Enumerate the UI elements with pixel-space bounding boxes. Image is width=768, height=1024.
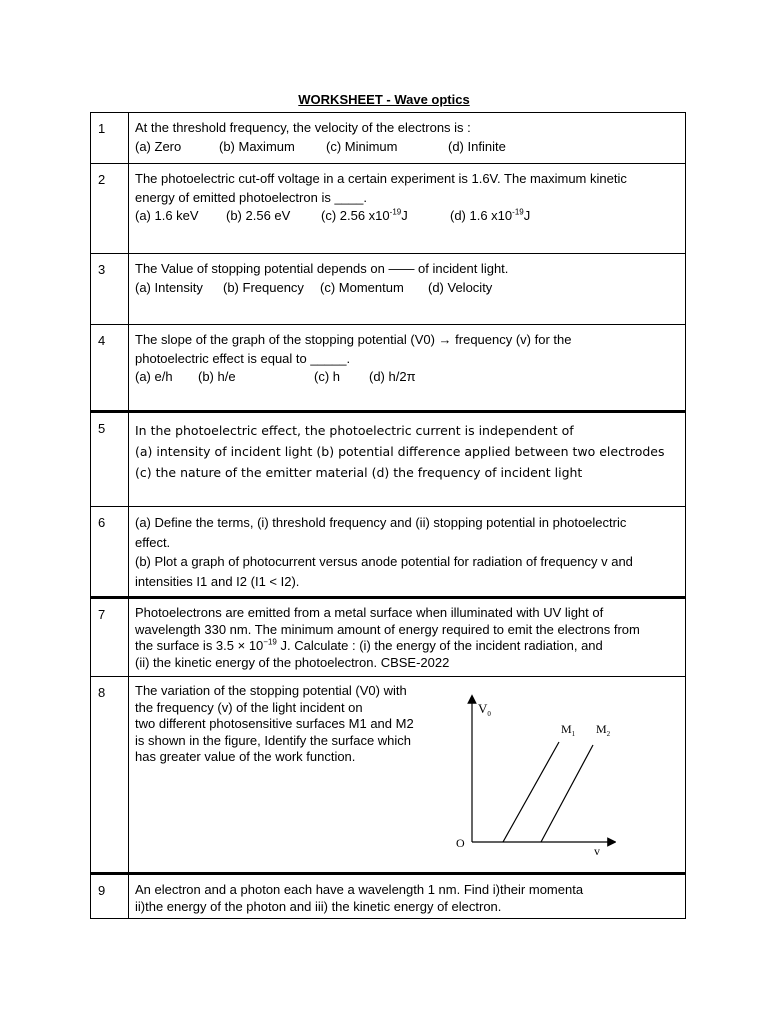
worksheet-title: WORKSHEET - Wave optics — [298, 92, 470, 107]
question-row-9 — [90, 873, 686, 919]
question-text-line: two different photosensitive surfaces M1 and M2 — [135, 716, 414, 731]
question-text-line: In the photoelectric effect, the photoelectric current is independent of — [135, 423, 574, 438]
option-d: (d) h/2π — [369, 369, 416, 384]
option-a: (a) Intensity — [135, 279, 203, 295]
option-a: (a) 1.6 keV — [135, 208, 199, 223]
line-m1-label: $M_1$ — [561, 722, 576, 738]
question-text-line: ii)the energy of the photon and iii) the kinetic energy of electron. — [135, 898, 502, 914]
option-a: (a) e/h — [135, 369, 173, 384]
question-row-3 — [90, 254, 686, 325]
question-number: 7 — [91, 599, 129, 676]
question-number: 9 — [91, 875, 129, 918]
question-text-line: effect. — [135, 534, 171, 550]
option-a: (a) Zero — [135, 138, 182, 154]
option-c: (c) h — [314, 369, 340, 384]
question-text-line: Photoelectrons are emitted from a metal surface when illuminated with UV light of — [135, 605, 604, 620]
question-content — [135, 260, 679, 297]
question-text-line: (b) Plot a graph of photocurrent versus anode potential for radiation of frequency v and — [135, 554, 633, 569]
option-b: (b) Frequency — [223, 279, 304, 295]
question-number: 5 — [91, 413, 129, 506]
y-axis-label: $V_0$ — [478, 701, 491, 718]
question-content — [135, 170, 679, 226]
question-text-line: the surface is $3.5 \times 10^{-19}$ J. Calculate : (i) the energy of the incident radiation, and — [135, 637, 603, 653]
question-text-line: (a) Define the terms, (i) threshold frequency and (ii) stopping potential in photoelectric — [135, 515, 627, 530]
option-d: (d) Velocity — [428, 279, 493, 295]
option-c: (c) 2.56 $x10^{-19}J$ — [321, 207, 408, 223]
question-number: 1 — [91, 113, 129, 163]
origin-label: O — [456, 836, 465, 850]
option-d: (d) 1.6 $x10^{-19}J$ — [450, 207, 531, 223]
question-options — [135, 279, 679, 298]
question-row-7 — [90, 597, 686, 677]
question-text-line: The variation of the stopping potential (V0) with — [135, 683, 407, 698]
stopping-potential-graph — [446, 685, 616, 857]
question-content — [135, 605, 679, 671]
option-b: (b) 2.56 eV — [226, 208, 291, 223]
question-text-line: An electron and a photon each have a wavelength 1 nm. Find i)their momenta — [135, 882, 584, 897]
x-axis-label: v — [594, 844, 600, 857]
question-row-4 — [90, 325, 686, 411]
question-text: At the threshold frequency, the velocity of the electrons is : — [135, 120, 471, 135]
question-options — [135, 368, 679, 387]
option-b: (b) Maximum — [219, 138, 295, 154]
question-text-line: photoelectric effect is equal to _____. — [135, 350, 351, 366]
question-row-8 — [90, 677, 686, 873]
question-content — [135, 331, 679, 387]
option-c: (c) Minimum — [326, 138, 398, 154]
question-text-line: has greater value of the work function. — [135, 749, 356, 764]
line-m2-label: $M_2$ — [596, 722, 611, 738]
question-text-line: (ii) the kinetic energy of the photoelectron. CBSE-2022 — [135, 654, 450, 670]
question-number: 8 — [91, 677, 129, 872]
line-m1 — [503, 742, 559, 842]
question-text-line: intensities I1 and I2 (I1 < I2). — [135, 573, 300, 589]
question-content — [135, 119, 679, 156]
question-number: 4 — [91, 325, 129, 410]
option-b: (b) h/e — [198, 369, 236, 384]
question-text-line: wavelength 330 nm. The minimum amount of energy required to emit the electrons from — [135, 621, 640, 637]
question-text-line: The slope of the graph of the stopping potential (V0) → frequency (v) for the — [135, 332, 572, 347]
question-content — [135, 420, 679, 483]
question-row-5 — [90, 411, 686, 507]
question-number: 2 — [91, 164, 129, 253]
question-options — [135, 207, 679, 226]
question-options — [135, 138, 679, 157]
question-content — [135, 882, 679, 915]
question-text-line: energy of emitted photoelectron is ____. — [135, 189, 367, 205]
question-text-line: (a) intensity of incident light (b) potential difference applied between two electrodes — [135, 444, 665, 459]
question-row-6 — [90, 507, 686, 597]
question-content — [135, 513, 679, 591]
question-text-line: The photoelectric cut-off voltage in a certain experiment is 1.6V. The maximum kinetic — [135, 171, 627, 186]
question-row-1 — [90, 112, 686, 164]
question-number: 3 — [91, 254, 129, 324]
option-c: (c) Momentum — [320, 279, 404, 295]
question-text-line: the frequency (v) of the light incident on — [135, 699, 363, 715]
question-row-2 — [90, 164, 686, 254]
option-d: (d) Infinite — [448, 138, 506, 154]
question-number: 6 — [91, 507, 129, 596]
question-text-line: (c) the nature of the emitter material (d) the frequency of incident light — [135, 465, 583, 480]
question-text-line: is shown in the figure, Identify the surface which — [135, 732, 412, 748]
question-text: The Value of stopping potential depends on —— of incident light. — [135, 261, 509, 276]
